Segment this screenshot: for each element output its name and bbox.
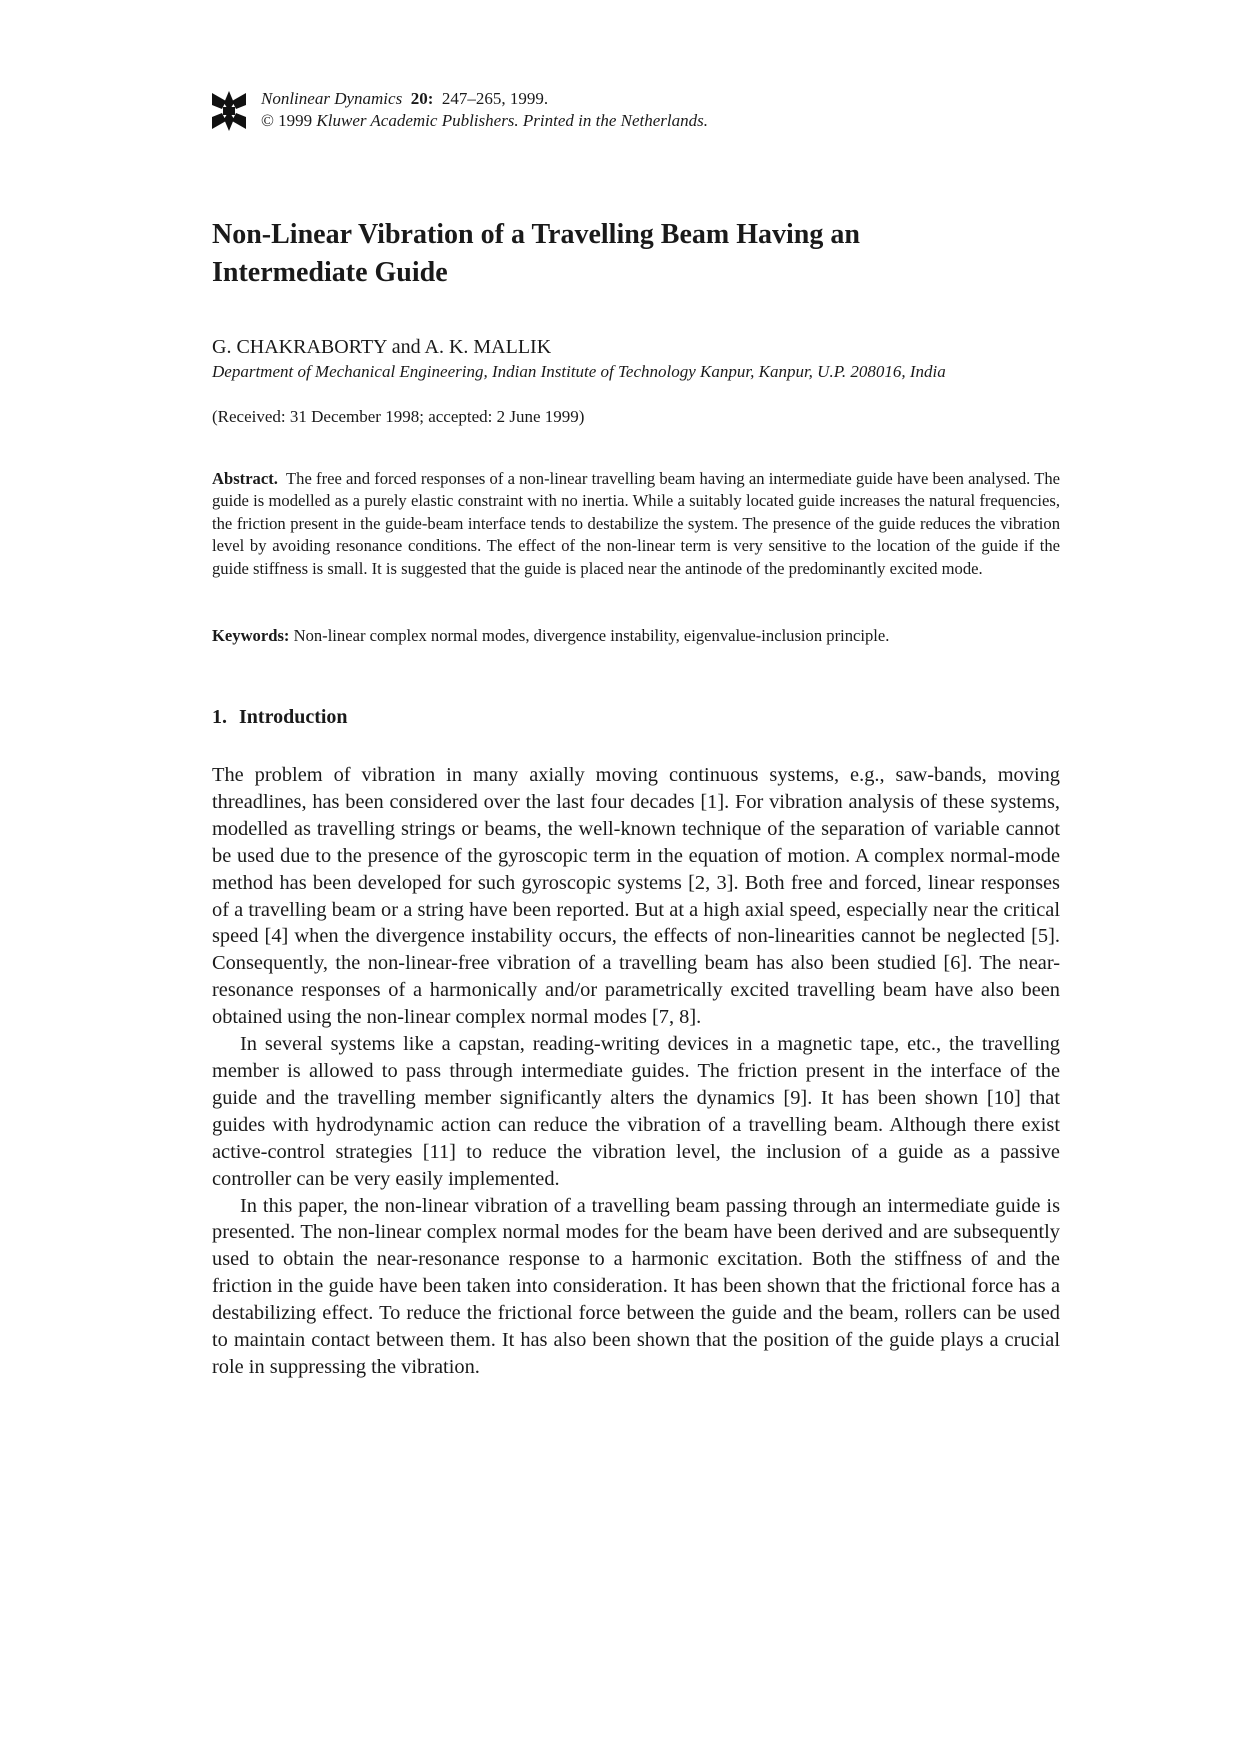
journal-volume: 20:	[410, 89, 434, 108]
authors: G. CHAKRABORTY and A. K. MALLIK	[212, 336, 552, 358]
title-line-1: Non-Linear Vibration of a Travelling Beam Having an	[212, 219, 860, 250]
publisher-line: Kluwer Academic Publishers. Printed in the Netherlands.	[316, 111, 709, 130]
journal-citation	[261, 88, 708, 132]
journal-pages-year: 247–265, 1999.	[441, 89, 549, 108]
paragraph: The problem of vibration in many axially moving continuous systems, e.g., saw-bands, moving threadlines, has been considered over the last four decades [1]. For vibration analysis of these systems, modelled as travelling strings or beams, the well-known technique of the separation of variable cannot be used due to the presence of the gyroscopic term in the equation of motion. A complex normal-mode method has been developed for such gyroscopic systems [2, 3]. Both free and forced, linear responses of a travelling beam or a string have been reported. But at a high axial speed, especially near the critical speed [4] when the divergence instability occurs, the effects of non-linearities cannot be neglected [5]. Consequently, the non-linear-free vibration of a travelling beam has also been studied [6]. The near-resonance responses of a harmonically and/or parametrically excited travelling beam have also been obtained using the non-linear complex normal modes [7, 8].	[212, 764, 1060, 1029]
section-heading	[212, 704, 348, 730]
received-dates: (Received: 31 December 1998; accepted: 2 June 1999)	[212, 407, 585, 426]
section-title: Introduction	[239, 706, 348, 728]
keywords	[212, 625, 1060, 647]
abstract-label: Abstract.	[212, 469, 278, 488]
article-title	[212, 216, 1060, 292]
section-body	[212, 762, 1060, 1381]
affiliation: Department of Mechanical Engineering, Indian Institute of Technology Kanpur, Kanpur, U.P. 208016, India	[212, 362, 946, 381]
journal-header	[212, 88, 1060, 138]
paragraph: In several systems like a capstan, reading-writing devices in a magnetic tape, etc., the travelling member is allowed to pass through intermediate guides. The friction present in the interface of the guide and the travelling member significantly alters the dynamics [9]. It has been shown [10] that guides with hydrodynamic action can reduce the vibration of a travelling beam. Although there exist active-control strategies [11] to reduce the vibration level, the inclusion of a guide as a passive controller can be very easily implemented.	[212, 1033, 1060, 1190]
journal-line-2	[261, 110, 708, 132]
journal-line-1	[261, 88, 708, 110]
paragraph: In this paper, the non-linear vibration of a travelling beam passing through an intermediate guide is presented. The non-linear complex normal modes for the beam have been derived and are subsequently used to obtain the near-resonance response to a harmonic excitation. Both the stiffness of and the friction in the guide have been taken into consideration. It has been shown that the frictional force has a destabilizing effect. To reduce the frictional force between the guide and the beam, rollers can be used to maintain contact between them. It has also been shown that the position of the guide plays a crucial role in suppressing the vibration.	[212, 1194, 1060, 1378]
publisher-logo-icon	[212, 91, 246, 131]
keywords-label: Keywords:	[212, 626, 290, 645]
abstract-text: The free and forced responses of a non-linear travelling beam having an intermediate guide have been analysed. The guide is modelled as a purely elastic constraint with no inertia. While a suitably located guide increases the natural frequencies, the friction present in the guide-beam interface tends to destabilize the system. The presence of the guide reduces the vibration level by avoiding resonance conditions. The effect of the non-linear term is very sensitive to the location of the guide if the guide stiffness is small. It is suggested that the guide is placed near the antinode of the predominantly excited mode.	[212, 469, 1061, 578]
keywords-text: Non-linear complex normal modes, divergence instability, eigenvalue-inclusion principle.	[293, 626, 890, 645]
title-line-2: Intermediate Guide	[212, 257, 448, 288]
journal-name: Nonlinear Dynamics	[261, 89, 403, 108]
copyright-year: © 1999	[261, 111, 313, 130]
section-number: 1.	[212, 706, 227, 728]
abstract	[212, 468, 1060, 580]
